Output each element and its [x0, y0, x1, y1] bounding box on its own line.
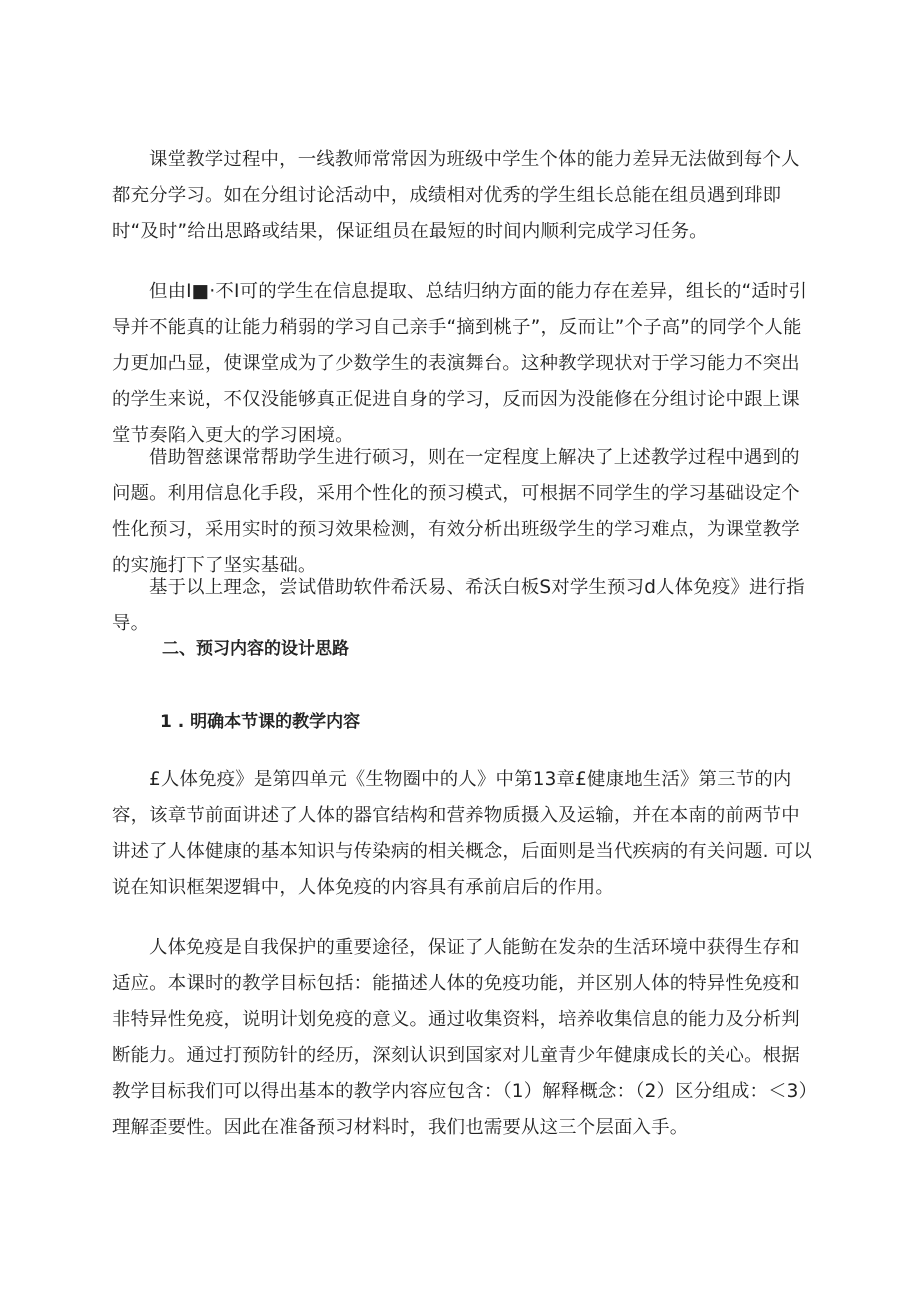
paragraph: 人体免疫是自我保护的重要途径，保证了人能鲂在发杂的生活环境中获得生存和适应。本课时的教学目标包括：能描述人体的免疫功能，并区别人体的特异性免疫和非特异性免疫，说明计划免疫的意义。通过收集资料，培养收集信息的能力及分析判断能力。通过打预防针的经历，深刻认识到国家对儿童青少年健康成长的关心。根据教学目标我们可以得出基本的教学内容应包含：（1）解释概念：（2）区分组成：＜3）理解歪要性。因此在准备预习材料时，我们也需要从这三个层面入手。: [112, 937, 808, 1138]
paragraph: 课堂教学过程中，一线教师常常因为班级中学生个体的能力差异无法做到每个人都充分学习。如在分组讨论活动中，成绩相对优秀的学生组长总能在组员遇到琲即时“及时”给出思路或结果，保证组员在最短的时间内顺利完成学习任务。: [112, 149, 800, 242]
paragraph: £人体免疫》是第四单元《生物圈中的人》中第13章£健康地生活》第三节的内容，该章节前面讲述了人体的器官结构和营养物质摄入及运输，并在本南的前两节中讲述了人体健康的基本知识与传染病的相关概念，后面则是当代疾病的有关问题. 可以说在知识框架逻辑中，人体免疫的内容具有承前启后的作用。: [112, 769, 812, 898]
paragraph: 借助智慈课常帮助学生进行硕习，则在一定程度上解决了上述教学过程中遇到的问题。利用信息化手段，采用个性化的预习模式，可根据不同学生的学习基础设定个性化预习，采用实时的预习效果检测，有效分析出班级学生的学习难点，为课堂教学的实施打下了坚实基础。: [112, 447, 800, 576]
section-heading: 二、预习内容的设计思路: [162, 639, 349, 659]
paragraph: 但由I■·不I可的学生在信息提取、总结归纳方面的能力存在差异，组长的“适时引导并不能真的让能力稍弱的学习自己亲手“摘到桃子”，反而让”个子高”的同学个人能力更加凸显，使课堂成为了少数学生的表演舞台。这种教学现状对于学习能力不突出的学生来说，不仅没能够真正促进自身的学习，反而因为没能修在分组讨论中跟上课堂节奏陷入更大的学习困境。: [112, 281, 808, 446]
subsection-heading: 1 . 明确本节课的教学内容: [160, 712, 361, 732]
paragraph: 基于以上理念，尝试借助软件希沃易、希沃白板S对学生预习d人体免疫》进行指导。: [112, 577, 805, 634]
